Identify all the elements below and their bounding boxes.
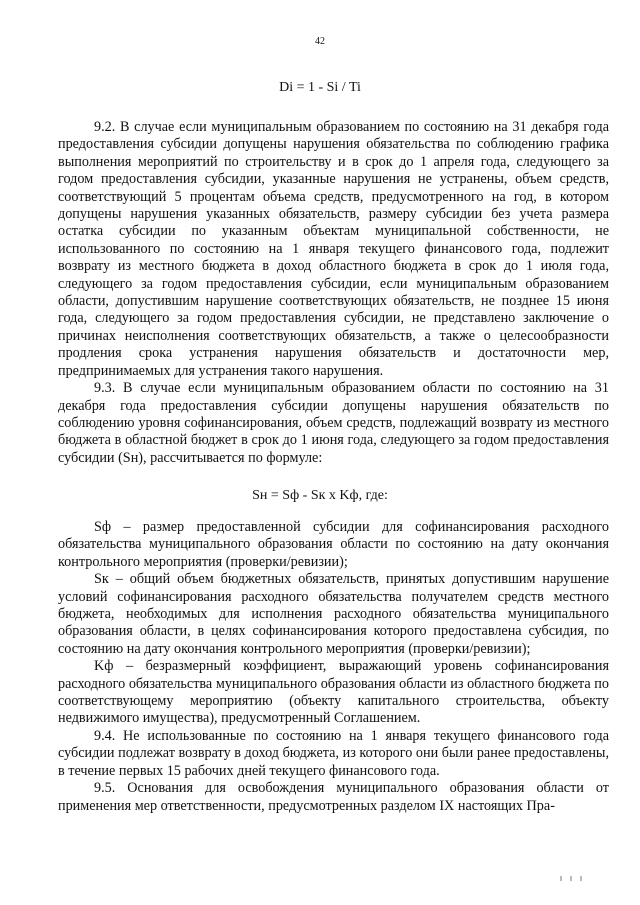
page-number: 42 (315, 36, 325, 47)
paragraph-9-4: 9.4. Не использованные по состоянию на 1 января текущего финансового года субсидии подлежат возврату в доход бюджета, из которого они были ранее предоставлены, в течение первых 15 рабочих дней текущего финансового года. (58, 727, 609, 779)
paragraph-9-5: 9.5. Основания для освобождения муниципального образования области от применения мер ответственности, предусмотренных разделом IX настоящих Пра- (58, 780, 609, 814)
paragraph-9-3: 9.3. В случае если муниципальным образованием области по состоянию на 31 декабря года предоставления субсидии допущены нарушения обязательств по соблюдению уровня софинансирования, объем средств, подлежащий возврату из местного бюджета в областной бюджет в срок до 1 июня года, следующего за годом предоставления субсидии (Sн), рассчитывается по формуле: (58, 380, 609, 466)
paragraph-sk-definition: Sк – общий объем бюджетных обязательств, принятых допустившим нарушение условий софинансирования расходного обязательства получателем средств местного бюджета, необходимых для исполнения расходного обязательства муниципального образования области, в целях софинансирования которого предоставлена субсидия, по состоянию на дату окончания контрольного мероприятия (проверки/ревизии); (58, 571, 609, 657)
text-block-top (58, 119, 609, 467)
scan-mark (560, 876, 584, 882)
formula-di: Di = 1 - Si / Ti (279, 80, 361, 95)
formula-sn: Sн = Sф - Sк x Kф, где: (252, 488, 388, 503)
paragraph-kf-definition: Kф – безразмерный коэффициент, выражающий уровень софинансирования расходного обязательства муниципального образования области из областного бюджета по соответствующему мероприятию (объекту капитального строительства, объекту недвижимого имущества), предусмотренный Соглашением. (58, 658, 609, 727)
text-block-bottom (58, 519, 609, 815)
paragraph-9-2: 9.2. В случае если муниципальным образованием по состоянию на 31 декабря года предоставления субсидии допущены нарушения обязательства по соблюдению графика выполнения мероприятий по строительству и в срок до 1 апреля года, следующего за годом предоставления субсидии, указанные нарушения не устранены, объем средств, соответствующий 5 процентам объема средств, предусмотренного на год, в котором допущены нарушения указанных обязательств, размеру субсидии без учета размера остатка субсидии по указанным объектам муниципальной собственности, не использованного по состоянию на 1 января текущего финансового года, подлежит возврату из местного бюджета в доход областного бюджета в срок до 1 июля года, следующего за годом предоставления субсидии, если муниципальным образованием области, допустившим нарушение соответствующих обязательств, не позднее 15 июня года, следующего за годом предоставления субсидии, не представлено заключение о причинах неисполнения соответствующих обязательств, а также о целесообразности продления срока устранения нарушения обязательств и достаточности мер, предпринимаемых для устранения такого нарушения. (58, 119, 609, 379)
paragraph-sf-definition: Sф – размер предоставленной субсидии для софинансирования расходного обязательства муниципального образования области по состоянию на дату окончания контрольного мероприятия (проверки/ревизии); (58, 519, 609, 570)
